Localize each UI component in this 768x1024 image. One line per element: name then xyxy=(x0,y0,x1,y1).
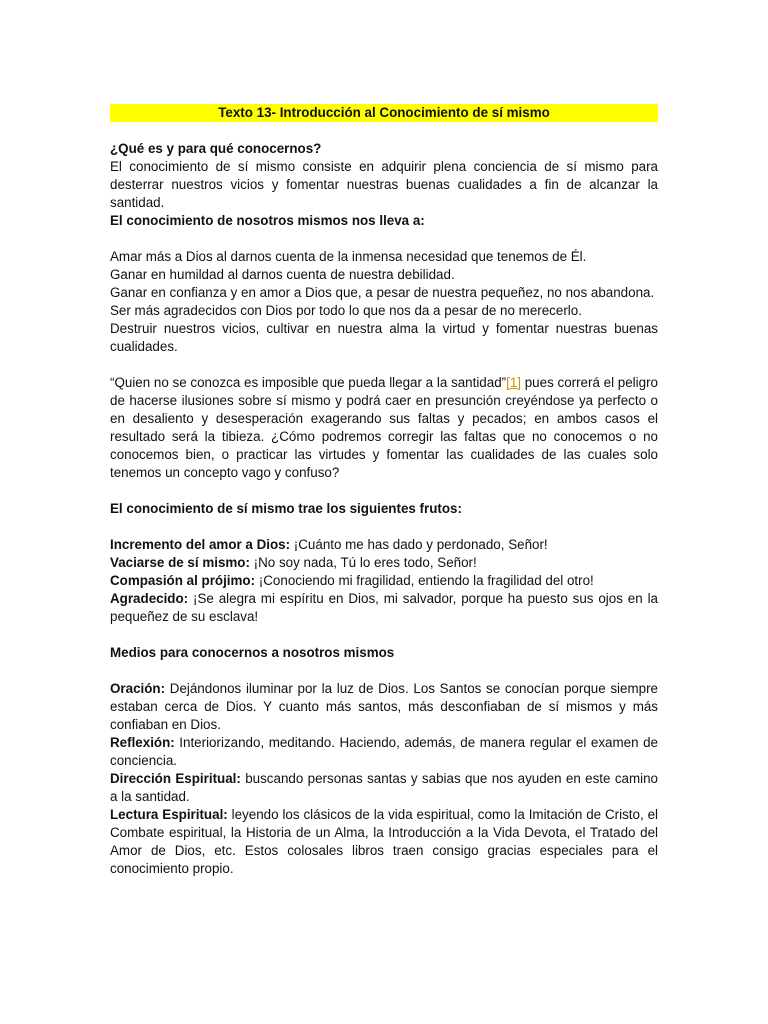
means-label: Reflexión: xyxy=(110,735,175,750)
quote-text: “Quien no se conozca es imposible que pueda llegar a la santidad” xyxy=(110,375,507,390)
document-body xyxy=(110,104,658,878)
means-text: Dejándonos iluminar por la luz de Dios. Los Santos se conocían porque siempre estaban cerca de Dios. Y cuanto más santos, más desconfiaban de sí mismos y más confiaban en Dios. xyxy=(110,681,658,732)
fruit-label: Compasión al prójimo: xyxy=(110,573,256,588)
page-title: Texto 13- Introducción al Conocimiento de sí mismo xyxy=(110,104,658,122)
means-item xyxy=(110,680,658,734)
quote-paragraph xyxy=(110,374,658,482)
means-label: Oración: xyxy=(110,681,166,696)
fruit-item xyxy=(110,590,658,626)
benefit-item: Destruir nuestros vicios, cultivar en nuestra alma la virtud y fomentar nuestras buenas cualidades. xyxy=(110,321,658,354)
means-item xyxy=(110,770,658,806)
fruits-heading: El conocimiento de sí mismo trae los siguientes frutos: xyxy=(110,501,462,516)
intro-paragraph: El conocimiento de sí mismo consiste en adquirir plena conciencia de sí mismo para desterrar nuestros vicios y fomentar nuestras buenas cualidades a fin de alcanzar la santidad. xyxy=(110,159,658,210)
means-label: Lectura Espiritual: xyxy=(110,807,228,822)
fruit-item xyxy=(110,572,658,590)
fruit-text: ¡Cuánto me has dado y perdonado, Señor! xyxy=(290,537,548,552)
means-heading: Medios para conocernos a nosotros mismos xyxy=(110,645,395,660)
fruit-item xyxy=(110,554,658,572)
fruit-text: ¡Conociendo mi fragilidad, entiendo la fragilidad del otro! xyxy=(255,573,594,588)
fruit-text: ¡No soy nada, Tú lo eres todo, Señor! xyxy=(249,555,477,570)
benefit-item: Ganar en confianza y en amor a Dios que, a pesar de nuestra pequeñez, no nos abandona. xyxy=(110,285,655,300)
footnote-link[interactable]: [1] xyxy=(506,375,521,390)
means-text: leyendo los clásicos de la vida espiritual, como la Imitación de Cristo, el Combate espiritual, la Historia de un Alma, la Introducción a la Vida Devota, el Tratado del Amor de Dios, etc. Estos colosales libros traen consigo gracias especiales para el conocimiento propio. xyxy=(110,807,658,876)
quote-continuation: pues correrá el peligro de hacerse ilusiones sobre sí mismo y podrá caer en presunción creyéndose ya perfecto o en desaliento y desesperación exagerando sus faltas y pecados; en ambos casos el resultado será la tibieza. ¿Cómo podremos corregir las faltas que no conocemos o no conocemos bien, o practicar las virtudes y fomentar las cualidades de las cuales solo tenemos un concepto vago y confuso? xyxy=(110,375,658,480)
benefit-item: Ser más agradecidos con Dios por todo lo que nos da a pesar de no merecerlo. xyxy=(110,303,582,318)
means-text: Interiorizando, meditando. Haciendo, además, de manera regular el examen de conciencia. xyxy=(110,735,658,768)
fruit-label: Incremento del amor a Dios: xyxy=(110,537,291,552)
means-item xyxy=(110,806,658,878)
means-item xyxy=(110,734,658,770)
benefits-heading: El conocimiento de nosotros mismos nos lleva a: xyxy=(110,213,425,228)
benefit-item: Amar más a Dios al darnos cuenta de la inmensa necesidad que tenemos de Él. xyxy=(110,249,587,264)
fruit-label: Agradecido: xyxy=(110,591,189,606)
section-heading: ¿Qué es y para qué conocernos? xyxy=(110,141,322,156)
fruit-label: Vaciarse de sí mismo: xyxy=(110,555,250,570)
means-text: buscando personas santas y sabias que nos ayuden en este camino a la santidad. xyxy=(110,771,658,804)
means-label: Dirección Espiritual: xyxy=(110,771,241,786)
benefit-item: Ganar en humildad al darnos cuenta de nuestra debilidad. xyxy=(110,267,455,282)
fruit-text: ¡Se alegra mi espíritu en Dios, mi salvador, porque ha puesto sus ojos en la pequeñez de su esclava! xyxy=(110,591,658,624)
fruit-item xyxy=(110,536,658,554)
